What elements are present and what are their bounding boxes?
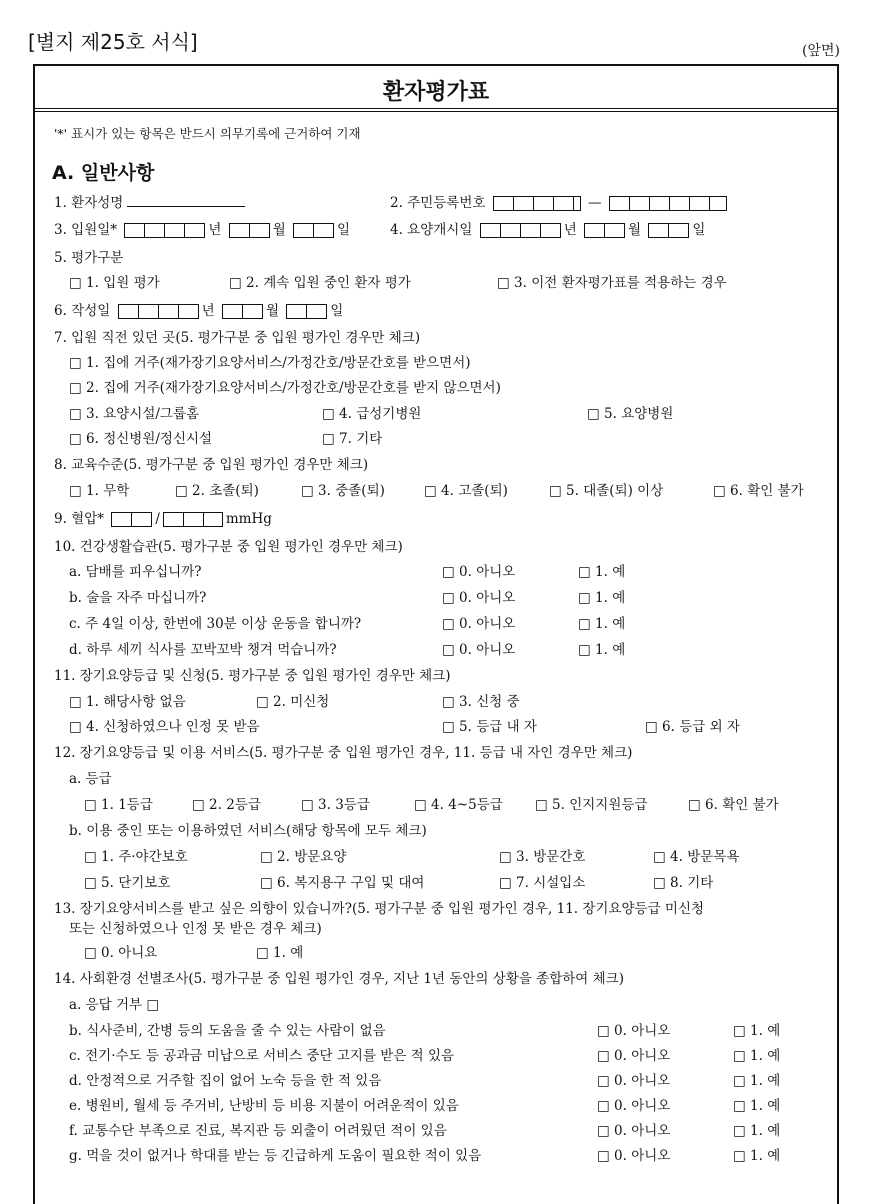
q12-grade-6[interactable]: □ 6. 확인 불가 <box>688 797 779 813</box>
q14-e-yes[interactable]: □ 1. 예 <box>733 1098 781 1114</box>
q7-option-1[interactable]: □ 1. 집에 거주(재가장기요양서비스/가정간호/방문간호를 받으면서) <box>69 355 471 371</box>
q14-a-refuse[interactable]: a. 응답 거부 □ <box>69 997 160 1013</box>
q11-option-4[interactable]: □ 4. 신청하였으나 인정 못 받음 <box>69 719 260 735</box>
admission-month-boxes[interactable] <box>229 223 270 238</box>
q13-label-continued: 또는 신청하였으나 인정 못 받은 경우 체크) <box>69 921 322 937</box>
q12-service-2[interactable]: □ 2. 방문요양 <box>260 849 347 865</box>
q12-service-3[interactable]: □ 3. 방문간호 <box>499 849 586 865</box>
q5-option-3[interactable]: □ 3. 이전 환자평가표를 적용하는 경우 <box>497 275 727 291</box>
q10-a-yes[interactable]: □ 1. 예 <box>578 564 626 580</box>
q8-option-3[interactable]: □ 3. 중졸(퇴) <box>301 483 385 499</box>
q8-option-4[interactable]: □ 4. 고졸(퇴) <box>424 483 508 499</box>
q14-c-no[interactable]: □ 0. 아니오 <box>597 1048 671 1064</box>
form-title: 환자평가표 <box>382 80 490 105</box>
q7-option-7[interactable]: □ 7. 기타 <box>322 431 383 447</box>
q10-a: a. 담배를 피우십니까? <box>69 564 202 580</box>
q2-resident-number: 2. 주민등록번호 — <box>390 192 730 214</box>
q5-label: 5. 평가구분 <box>54 250 124 266</box>
resident-number-back-boxes[interactable] <box>609 196 727 211</box>
q8-option-1[interactable]: □ 1. 무학 <box>69 483 130 499</box>
q12-grade-1[interactable]: □ 1. 1등급 <box>84 797 153 813</box>
q10-b: b. 술을 자주 마십니까? <box>69 590 207 606</box>
form-number: [별지 제25호 서식] <box>28 30 198 54</box>
q13-yes[interactable]: □ 1. 예 <box>256 945 304 961</box>
systolic-boxes[interactable] <box>111 512 152 527</box>
q14-b-yes[interactable]: □ 1. 예 <box>733 1023 781 1039</box>
written-day-boxes[interactable] <box>286 304 327 319</box>
q3-admission-date: 3. 입원일* 년 월 일 <box>54 222 351 238</box>
notice: '*' 표시가 있는 항목은 반드시 의무기록에 근거하여 기재 <box>54 126 361 141</box>
q11-option-2[interactable]: □ 2. 미신청 <box>256 694 330 710</box>
q14-f: f. 교통수단 부족으로 진료, 복지관 등 외출이 어려웠던 적이 있음 <box>69 1123 447 1139</box>
q12-service-7[interactable]: □ 7. 시설입소 <box>499 875 586 891</box>
q12-grade-4[interactable]: □ 4. 4~5등급 <box>414 797 503 813</box>
q11-option-6[interactable]: □ 6. 등급 외 자 <box>645 719 740 735</box>
care-start-month-boxes[interactable] <box>584 223 625 238</box>
q12-grade-2[interactable]: □ 2. 2등급 <box>192 797 261 813</box>
q5-option-2[interactable]: □ 2. 계속 입원 중인 환자 평가 <box>229 275 411 291</box>
q14-f-no[interactable]: □ 0. 아니오 <box>597 1123 671 1139</box>
q12-grade-3[interactable]: □ 3. 3등급 <box>301 797 370 813</box>
q7-option-3[interactable]: □ 3. 요양시설/그룹홈 <box>69 406 200 422</box>
section-a-heading: A. 일반사항 <box>52 162 155 184</box>
q5-option-1[interactable]: □ 1. 입원 평가 <box>69 275 160 291</box>
q12-a: a. 등급 <box>69 771 112 787</box>
q14-d-yes[interactable]: □ 1. 예 <box>733 1073 781 1089</box>
q13-no[interactable]: □ 0. 아니요 <box>84 945 158 961</box>
written-month-boxes[interactable] <box>222 304 263 319</box>
q14-label: 14. 사회환경 선별조사(5. 평가구분 중 입원 평가인 경우, 지난 1년 동안의 상황을 종합하여 체크) <box>54 971 624 987</box>
q10-c-yes[interactable]: □ 1. 예 <box>578 616 626 632</box>
q14-d-no[interactable]: □ 0. 아니오 <box>597 1073 671 1089</box>
q10-label: 10. 건강생활습관(5. 평가구분 중 입원 평가인 경우만 체크) <box>54 539 403 555</box>
q12-b: b. 이용 중인 또는 이용하였던 서비스(해당 항목에 모두 체크) <box>69 823 427 839</box>
q1-patient-name: 1. 환자성명 <box>54 192 245 214</box>
q14-e: e. 병원비, 월세 등 주거비, 난방비 등 비용 지불이 어려운적이 있음 <box>69 1098 459 1114</box>
q12-grade-5[interactable]: □ 5. 인지지원등급 <box>535 797 648 813</box>
q10-d-no[interactable]: □ 0. 아니오 <box>442 642 516 658</box>
q10-d: d. 하루 세끼 식사를 꼬박꼬박 챙겨 먹습니까? <box>69 642 337 658</box>
q14-b-no[interactable]: □ 0. 아니오 <box>597 1023 671 1039</box>
q7-option-4[interactable]: □ 4. 급성기병원 <box>322 406 422 422</box>
q8-option-2[interactable]: □ 2. 초졸(퇴) <box>175 483 259 499</box>
page-side-label: (앞면) <box>802 43 840 59</box>
q10-b-yes[interactable]: □ 1. 예 <box>578 590 626 606</box>
diastolic-boxes[interactable] <box>163 512 223 527</box>
q14-b: b. 식사준비, 간병 등의 도움을 줄 수 있는 사람이 없음 <box>69 1023 386 1039</box>
q14-f-yes[interactable]: □ 1. 예 <box>733 1123 781 1139</box>
q11-label: 11. 장기요양등급 및 신청(5. 평가구분 중 입원 평가인 경우만 체크) <box>54 668 451 684</box>
q12-service-1[interactable]: □ 1. 주·야간보호 <box>84 849 188 865</box>
q14-e-no[interactable]: □ 0. 아니오 <box>597 1098 671 1114</box>
q10-b-no[interactable]: □ 0. 아니오 <box>442 590 516 606</box>
q14-g-no[interactable]: □ 0. 아니오 <box>597 1148 671 1164</box>
q14-c-yes[interactable]: □ 1. 예 <box>733 1048 781 1064</box>
q11-option-3[interactable]: □ 3. 신청 중 <box>442 694 520 710</box>
q10-c: c. 주 4일 이상, 한번에 30분 이상 운동을 합니까? <box>69 616 362 632</box>
q7-label: 7. 입원 직전 있던 곳(5. 평가구분 중 입원 평가인 경우만 체크) <box>54 330 421 346</box>
q12-service-8[interactable]: □ 8. 기타 <box>653 875 714 891</box>
q12-service-5[interactable]: □ 5. 단기보호 <box>84 875 171 891</box>
q7-option-6[interactable]: □ 6. 정신병원/정신시설 <box>69 431 213 447</box>
q14-g-yes[interactable]: □ 1. 예 <box>733 1148 781 1164</box>
q7-option-5[interactable]: □ 5. 요양병원 <box>587 406 674 422</box>
q9-blood-pressure: 9. 혈압* / mmHg <box>54 511 272 527</box>
q8-option-5[interactable]: □ 5. 대졸(퇴) 이상 <box>549 483 664 499</box>
q13-label: 13. 장기요양서비스를 받고 싶은 의향이 있습니까?(5. 평가구분 중 입원 평가인 경우, 11. 장기요양등급 미신청 <box>54 901 705 917</box>
care-start-day-boxes[interactable] <box>648 223 689 238</box>
q12-label: 12. 장기요양등급 및 이용 서비스(5. 평가구분 중 입원 평가인 경우, 11. 등급 내 자인 경우만 체크) <box>54 745 633 761</box>
q6-written-date: 6. 작성일 년 월 일 <box>54 303 344 319</box>
q8-option-6[interactable]: □ 6. 확인 불가 <box>713 483 804 499</box>
q10-c-no[interactable]: □ 0. 아니오 <box>442 616 516 632</box>
q12-service-4[interactable]: □ 4. 방문목욕 <box>653 849 740 865</box>
q7-option-2[interactable]: □ 2. 집에 거주(재가장기요양서비스/가정간호/방문간호를 받지 않으면서) <box>69 380 501 396</box>
q10-a-no[interactable]: □ 0. 아니오 <box>442 564 516 580</box>
admission-year-boxes[interactable] <box>124 223 205 238</box>
q8-label: 8. 교육수준(5. 평가구분 중 입원 평가인 경우만 체크) <box>54 457 369 473</box>
q11-option-1[interactable]: □ 1. 해당사항 없음 <box>69 694 186 710</box>
written-year-boxes[interactable] <box>118 304 199 319</box>
q12-service-6[interactable]: □ 6. 복지용구 구입 및 대여 <box>260 875 425 891</box>
q14-c: c. 전기·수도 등 공과금 미납으로 서비스 중단 고지를 받은 적 있음 <box>69 1048 455 1064</box>
patient-name-field[interactable] <box>127 193 245 207</box>
q11-option-5[interactable]: □ 5. 등급 내 자 <box>442 719 537 735</box>
q14-g: g. 먹을 것이 없거나 학대를 받는 등 긴급하게 도움이 필요한 적이 있음 <box>69 1148 482 1164</box>
q14-d: d. 안정적으로 거주할 집이 없어 노숙 등을 한 적 있음 <box>69 1073 382 1089</box>
title-bar <box>35 66 837 112</box>
care-start-year-boxes[interactable] <box>480 223 561 238</box>
q10-d-yes[interactable]: □ 1. 예 <box>578 642 626 658</box>
admission-day-boxes[interactable] <box>293 223 334 238</box>
resident-number-front-boxes[interactable] <box>493 196 581 211</box>
q4-care-start-date: 4. 요양개시일 년 월 일 <box>390 222 706 238</box>
